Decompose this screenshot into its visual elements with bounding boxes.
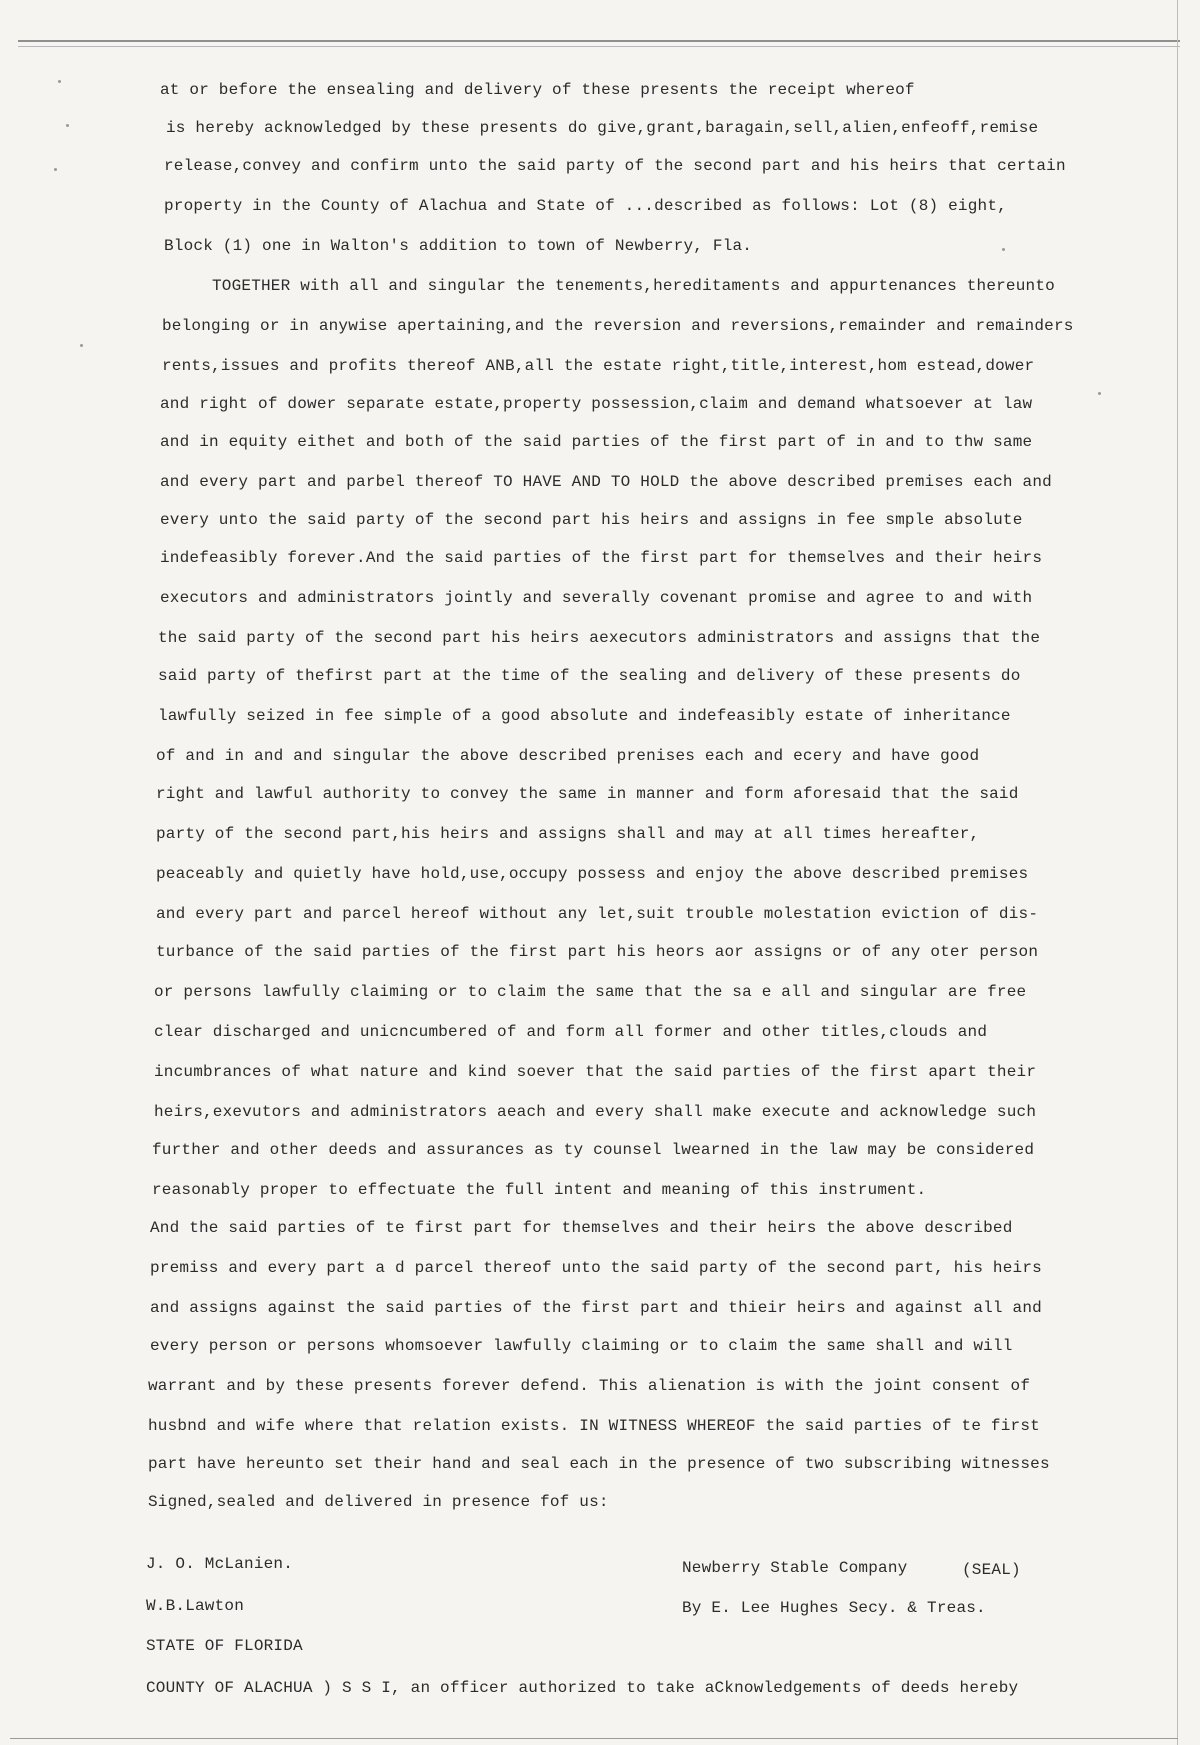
text-line: or persons lawfully claiming or to claim the same that the sa e all and singular are free — [154, 983, 1027, 1001]
text-line: incumbrances of what nature and kind soever that the said parties of the first apart their — [154, 1063, 1037, 1081]
text-line: of and in and and singular the above described prenises each and ecery and have good — [156, 747, 980, 765]
text-line: and right of dower separate estate,property possession,claim and demand whatsoever at law — [160, 395, 1033, 413]
text-line: further and other deeds and assurances as ty counsel lwearned in the law may be considered — [152, 1141, 1035, 1159]
text-line: party of the second part,his heirs and assigns shall and may at all times hereafter, — [156, 825, 980, 843]
text-line: and every part and parbel thereof TO HAVE AND TO HOLD the above described premises each and — [160, 473, 1052, 491]
text-line: right and lawful authority to convey the same in manner and form aforesaid that the said — [156, 785, 1019, 803]
top-border-rule-secondary — [18, 46, 1180, 47]
seal-mark: (SEAL) — [962, 1561, 1021, 1579]
text-line: is hereby acknowledged by these presents do give,grant,baragain,sell,alien,enfeoff,remise — [166, 119, 1039, 137]
witness-name: W.B.Lawton — [146, 1597, 245, 1615]
text-line: and assigns against the said parties of the first part and thieir heirs and against all and — [150, 1299, 1042, 1317]
text-line: TOGETHER with all and singular the tenements,hereditaments and appurtenances thereunto — [212, 277, 1055, 295]
text-line: Block (1) one in Walton's addition to town of Newberry, Fla. — [164, 237, 753, 255]
text-line: property in the County of Alachua and State of ...described as follows: Lot (8) eight, — [164, 197, 1007, 215]
signer-line: By E. Lee Hughes Secy. & Treas. — [682, 1599, 986, 1617]
text-line: every person or persons whomsoever lawfully claiming or to claim the same shall and will — [150, 1337, 1013, 1355]
text-line: clear discharged and unicncumbered of and form all former and other titles,clouds and — [154, 1023, 988, 1041]
text-line: the said party of the second part his heirs aexecutors administrators and assigns that the — [158, 629, 1041, 647]
text-line: husbnd and wife where that relation exists. IN WITNESS WHEREOF the said parties of te first — [148, 1417, 1040, 1435]
text-line: lawfully seized in fee simple of a good absolute and indefeasibly estate of inheritance — [158, 707, 1011, 725]
text-line: and every part and parcel hereof without any let,suit trouble molestation eviction of dis- — [156, 905, 1039, 923]
scan-speck — [80, 344, 83, 347]
text-line: rents,issues and profits thereof ANB,all the estate right,title,interest,hom estead,dower — [162, 357, 1035, 375]
text-line: belonging or in anywise apertaining,and the reversion and reversions,remainder and remainders — [162, 317, 1074, 335]
top-border-rule — [18, 40, 1180, 42]
text-line: peaceably and quietly have hold,use,occupy possess and enjoy the above described premises — [156, 865, 1029, 883]
grantor-company: Newberry Stable Company — [682, 1559, 908, 1577]
text-line: release,convey and confirm unto the said party of the second part and his heirs that certain — [164, 157, 1066, 175]
scan-speck — [1002, 248, 1005, 251]
text-line: Signed,sealed and delivered in presence fof us: — [148, 1493, 609, 1511]
scan-speck — [54, 168, 57, 171]
text-line: at or before the ensealing and delivery of these presents the receipt whereof — [160, 81, 915, 99]
scan-speck — [66, 124, 69, 127]
witness-name: J. O. McLanien. — [146, 1555, 294, 1573]
text-line: every unto the said party of the second part his heirs and assigns in fee smple absolute — [160, 511, 1023, 529]
text-line: and in equity eithet and both of the said parties of the first part of in and to thw same — [160, 433, 1033, 451]
scan-speck — [58, 80, 61, 83]
text-line: executors and administrators jointly and severally covenant promise and agree to and with — [160, 589, 1033, 607]
state-heading: STATE OF FLORIDA — [146, 1637, 303, 1655]
county-line: COUNTY OF ALACHUA ) S S I, an officer authorized to take aCknowledgements of deeds hereby — [146, 1679, 1019, 1697]
text-line: And the said parties of te first part for themselves and their heirs the above described — [150, 1219, 1013, 1237]
bottom-border-rule — [10, 1738, 1178, 1739]
text-line: indefeasibly forever.And the said parties of the first part for themselves and their heirs — [160, 549, 1043, 567]
text-line: premiss and every part a d parcel thereof unto the said party of the second part, his heirs — [150, 1259, 1042, 1277]
text-line: heirs,exevutors and administrators aeach and every shall make execute and acknowledge such — [154, 1103, 1037, 1121]
page-right-edge — [1177, 0, 1178, 1745]
text-line: reasonably proper to effectuate the full intent and meaning of this instrument. — [152, 1181, 927, 1199]
text-line: turbance of the said parties of the first part his heors aor assigns or of any oter person — [156, 943, 1039, 961]
text-line: said party of thefirst part at the time of the sealing and delivery of these presents do — [158, 667, 1021, 685]
text-line: part have hereunto set their hand and seal each in the presence of two subscribing witnesses — [148, 1455, 1050, 1473]
scan-speck — [1098, 392, 1101, 395]
text-line: warrant and by these presents forever defend. This alienation is with the joint consent of — [148, 1377, 1031, 1395]
